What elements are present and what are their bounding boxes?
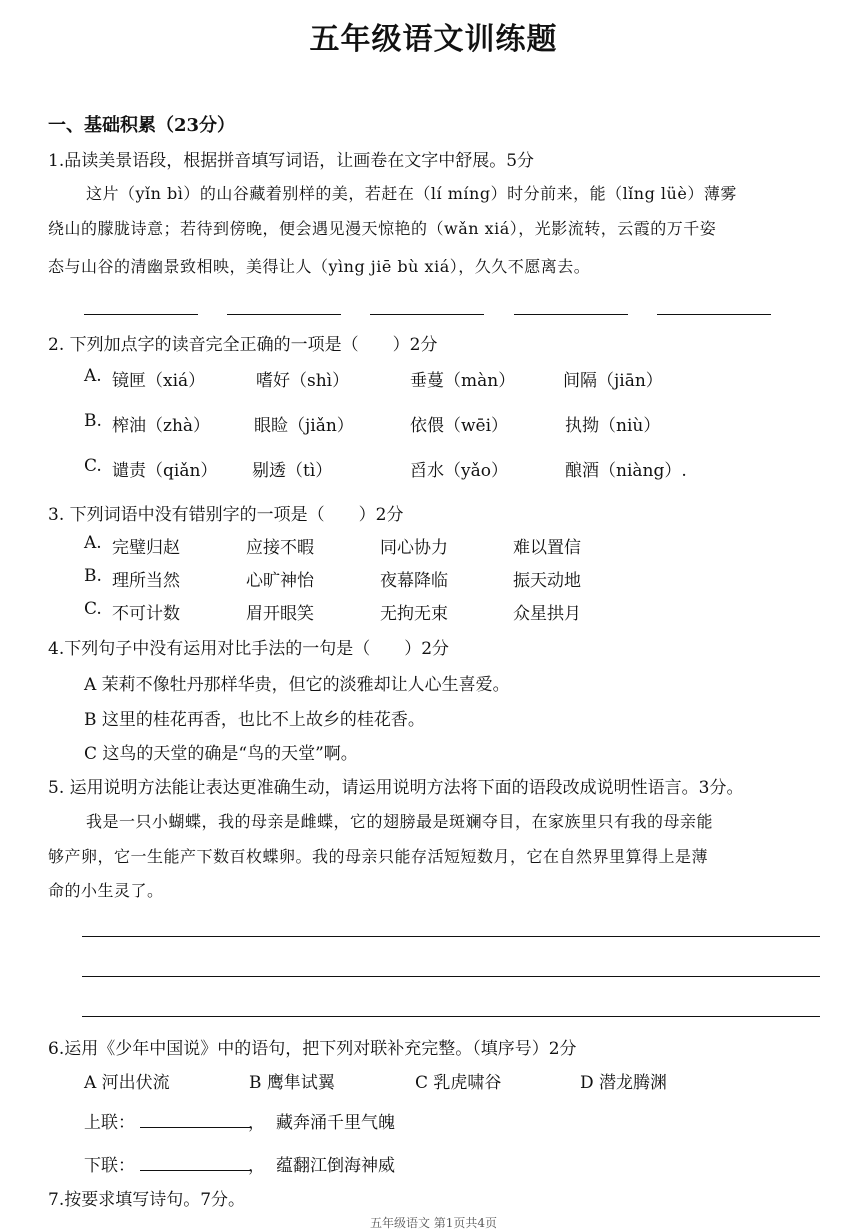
option-item: 完璧归赵 [112,538,180,558]
option-item: 剔透（tì） [252,461,333,481]
option-item: 执拗（niù） [565,416,661,436]
option-item: 无拘无束 [380,604,448,624]
comma: ， [248,1113,265,1133]
option-item: 振天动地 [513,571,581,591]
section-heading: 一、基础积累（23分） [48,115,236,136]
option-item: 夜幕降临 [380,571,448,591]
option-item: 依偎（wēi） [410,416,509,436]
option-item: B 鹰隼试翼 [249,1073,335,1093]
upper-couplet-blank[interactable] [140,1127,250,1128]
question-1-passage-line: 态与山谷的清幽景致相映，美得让人（yìng jiē bù xiá），久久不愿离去。 [48,257,591,276]
question-5-passage-line: 命的小生灵了。 [48,881,164,900]
question-4-prompt: 4.下列句子中没有运用对比手法的一句是（ ）2分 [48,639,450,659]
option-label: C. [84,599,102,619]
answer-blank-5[interactable] [657,314,771,315]
option-item: 谴责（qiǎn） [112,461,218,481]
question-1-passage-line: 这片（yǐn bì）的山谷藏着别样的美，若赶在（lí míng）时分前来，能（lǐng lüè）薄雾 [86,184,737,203]
comma: ， [248,1156,265,1176]
lower-couplet-label: 下联： [84,1156,135,1176]
answer-line-2[interactable] [82,976,820,977]
option-item: 众星拱月 [513,604,581,624]
option-b: B 这里的桂花再香，也比不上故乡的桂花香。 [84,710,425,730]
upper-couplet-text: 藏奔涌千里气魄 [276,1113,395,1133]
page-title: 五年级语文训练题 [309,22,558,57]
option-item: 眉开眼笑 [246,604,314,624]
option-item: 间隔（jiān） [563,371,663,391]
question-5-passage-line: 够产卵，它一生能产下数百枚蝶卵。我的母亲只能存活短短数月，它在自然界里算得上是薄 [48,847,709,866]
option-item: D 潜龙腾渊 [580,1073,668,1093]
answer-blank-1[interactable] [84,314,198,315]
option-item: 不可计数 [112,604,180,624]
question-5-prompt: 5. 运用说明方法能让表达更准确生动，请运用说明方法将下面的语段改成说明性语言。3分。 [48,778,744,798]
answer-blank-3[interactable] [370,314,484,315]
question-5-passage-line: 我是一只小蝴蝶，我的母亲是雌蝶，它的翅膀最是斑斓夺目，在家族里只有我的母亲能 [86,812,714,831]
option-item: C 乳虎啸谷 [415,1073,502,1093]
option-item: 心旷神怡 [246,571,314,591]
question-1-prompt: 1.品读美景语段，根据拼音填写词语，让画卷在文字中舒展。5分 [48,151,535,171]
option-label: B. [84,411,102,431]
option-item: 垂蔓（màn） [410,371,516,391]
answer-line-3[interactable] [82,1016,820,1017]
option-item: 镜匣（xiá） [112,371,206,391]
lower-couplet-blank[interactable] [140,1170,250,1171]
lower-couplet-text: 蕴翻江倒海神威 [276,1156,395,1176]
option-item: 应接不暇 [246,538,314,558]
option-label: B. [84,566,102,586]
option-item: 同心协力 [380,538,448,558]
answer-blank-2[interactable] [227,314,341,315]
question-7-prompt: 7.按要求填写诗句。7分。 [48,1190,246,1210]
option-item: 嗜好（shì） [256,371,350,391]
option-item: 理所当然 [112,571,180,591]
option-item: 眼睑（jiǎn） [254,416,354,436]
answer-line-1[interactable] [82,936,820,937]
question-3-prompt: 3. 下列词语中没有错别字的一项是（ ）2分 [48,505,404,525]
option-label: A. [84,533,102,553]
option-item: 难以置信 [513,538,581,558]
option-item: 酿酒（niàng）. [565,461,687,481]
answer-blank-4[interactable] [514,314,628,315]
page-footer: 五年级语文 第1页共4页 [369,1216,498,1230]
option-c: C 这鸟的天堂的确是“鸟的天堂”啊。 [84,744,358,764]
option-item: 榨油（zhà） [112,416,211,436]
option-label: C. [84,456,102,476]
question-1-passage-line: 绕山的朦胧诗意；若待到傍晚，便会遇见漫天惊艳的（wǎn xiá），光影流转，云霞的万千姿 [48,219,717,238]
question-2-prompt: 2. 下列加点字的读音完全正确的一项是（ ）2分 [48,335,438,355]
option-item: 舀水（yǎo） [410,461,508,481]
question-6-prompt: 6.运用《少年中国说》中的语句，把下列对联补充完整。（填序号）2分 [48,1039,577,1059]
option-item: A 河出伏流 [84,1073,170,1093]
upper-couplet-label: 上联： [84,1113,135,1133]
option-a: A 茉莉不像牡丹那样华贵，但它的淡雅却让人心生喜爱。 [84,675,510,695]
option-label: A. [84,366,102,386]
